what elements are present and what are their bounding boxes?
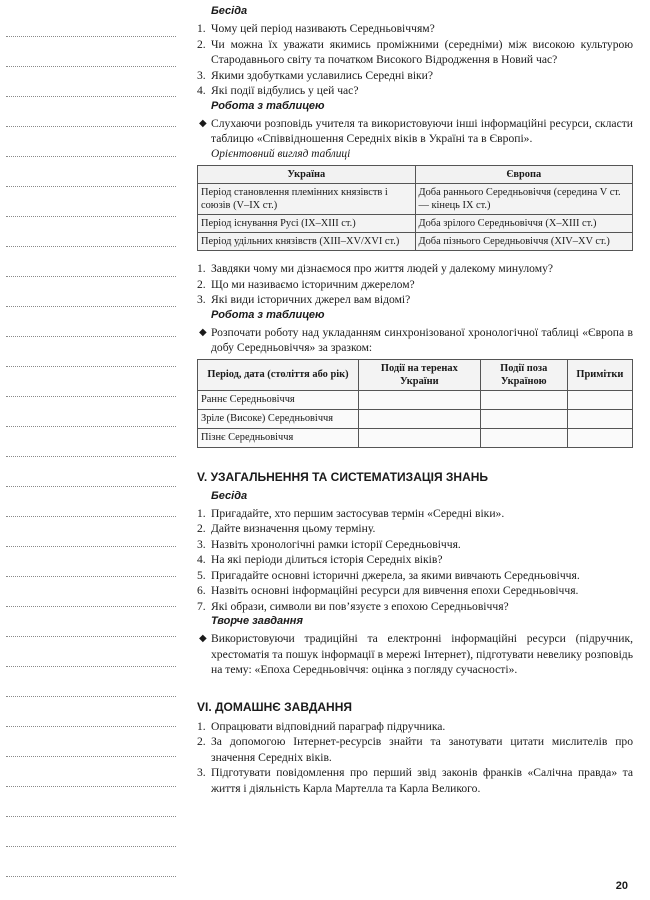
table-cell [480, 409, 567, 428]
margin-note-line [6, 786, 176, 787]
question-list [197, 506, 633, 615]
margin-note-line [6, 96, 176, 97]
table-cell [567, 409, 632, 428]
table-row [198, 390, 633, 409]
list-item: 4. На які періоди ділиться історія Середніх віків? [197, 553, 443, 566]
margin-note-line [6, 66, 176, 67]
list-item: 3. Назвіть хронологічні рамки історії Середньовіччя. [197, 537, 461, 551]
margin-note-line [6, 276, 176, 277]
subheading-conversation: Бесіда [211, 5, 248, 17]
margin-note-line [6, 876, 176, 877]
table-cell: Період існування Русі (IX–XIII ст.) [198, 215, 416, 233]
bullet-icon: ◆ [199, 633, 207, 644]
table-header: Події на теренах України [358, 359, 480, 390]
table-cell [567, 428, 632, 447]
page-number: 20 [615, 880, 628, 892]
table-row [198, 215, 633, 233]
margin-note-line [6, 756, 176, 757]
table-cell: Раннє Середньовіччя [198, 390, 359, 409]
margin-note-line [6, 246, 176, 247]
margin-note-line [6, 366, 176, 367]
margin-note-line [6, 36, 176, 37]
table-header: Період, дата (століття або рік) [198, 359, 359, 390]
list-item: 2. Дайте визначення цьому терміну. [197, 522, 376, 535]
margin-note-line [6, 726, 176, 727]
margin-note-line [6, 306, 176, 307]
table-cell: Доба зрілого Середньовіччя (X–XIII ст.) [415, 215, 633, 233]
list-item: 2. Що ми називаємо історичним джерелом? [197, 277, 415, 291]
subheading-conversation: Бесіда [211, 489, 248, 502]
list-item: 1. Пригадайте, хто першим застосував термін «Середні віки». [197, 506, 505, 520]
list-item: 1. Чому цей період називають Середньовіччям? [197, 22, 435, 35]
margin-note-line [6, 576, 176, 577]
margin-note-line [6, 636, 176, 637]
notes-margin [0, 0, 178, 900]
question-list [197, 261, 633, 308]
table-cell [567, 390, 632, 409]
list-item: 2. За допомогою Інтернет-ресурсів знайти та занотувати цитати мислителів про значення Середніх віків. [197, 735, 633, 764]
margin-note-line [6, 666, 176, 667]
ukraine-europe-table [197, 165, 633, 251]
margin-note-line [6, 606, 176, 607]
bullet-icon: ◆ [199, 117, 207, 129]
table-header: Європа [415, 166, 633, 184]
list-item: 4. Які події відбулись у цей час? [197, 84, 359, 97]
list-item: 1. Опрацювати відповідний параграф підручника. [197, 719, 446, 733]
table-header: Події поза Україною [480, 359, 567, 390]
table-cell: Доба пізнього Середньовіччя (XIV–XV ст.) [415, 233, 633, 251]
table-cell [480, 390, 567, 409]
list-item: 6. Назвіть основні інформаційні ресурси для вивчення епохи Середньовіччя. [197, 584, 579, 597]
list-item: 5. Пригадайте основні історичні джерела, за якими вивчають Середньовіччя. [197, 568, 580, 582]
table-header: Примітки [567, 359, 632, 390]
list-item: 1. Завдяки чому ми дізнаємося про життя людей у далекому минулому? [197, 262, 554, 275]
table-cell: Зріле (Високе) Середньовіччя [198, 409, 359, 428]
table-cell [480, 428, 567, 447]
table-cell [358, 390, 480, 409]
subheading-creative-task: Творче завдання [211, 615, 303, 627]
list-item: 7. Які образи, символи ви пов’язуєте з епохою Середньовіччя? [197, 599, 509, 613]
table-cell: Доба раннього Середньовіччя (середина V ст. — кінець IX ст.) [415, 184, 633, 215]
margin-note-line [6, 156, 176, 157]
bullet-item: ◆ Розпочати роботу над укладанням синхронізованої хронологічної таблиці «Європа в добу Середньовіччя» за зразком: [199, 325, 633, 354]
margin-note-line [6, 846, 176, 847]
section-title: VI. ДОМАШНЄ ЗАВДАННЯ [197, 699, 353, 714]
homework-list [197, 719, 633, 797]
table-row [198, 409, 633, 428]
list-item: 3. Якими здобутками уславились Середні віки? [197, 68, 434, 82]
table-note: Орієнтовний вигляд таблиці [211, 147, 351, 160]
margin-note-line [6, 186, 176, 187]
margin-note-line [6, 126, 176, 127]
bullet-item: ◆ Використовуючи традиційні та електронні інформаційні ресурси (підручник, хрестоматія та пошук інформації в мережі Інтернет), підготувати невелику розповідь на тему: «Епоха Середньовіччя: оцінка з погляду сучасності». [199, 632, 633, 676]
margin-note-line [6, 336, 176, 337]
margin-note-line [6, 426, 176, 427]
list-item: 3. Які види історичних джерел вам відомі? [197, 293, 411, 306]
table-cell: Період удільних князівств (XIII–XV/XVI ст.) [198, 233, 416, 251]
table-header: Україна [198, 166, 416, 184]
margin-note-line [6, 396, 176, 397]
subheading-table-work: Робота з таблицею [211, 99, 325, 112]
margin-note-line [6, 696, 176, 697]
list-item: 2. Чи можна їх уважати якимись проміжними (середніми) між високою культурою Стародавнього світу та початком Високого Відродження в Новий час? [197, 37, 633, 66]
table-cell [358, 409, 480, 428]
margin-note-line [6, 456, 176, 457]
table-row [198, 184, 633, 215]
chronology-table [197, 359, 633, 448]
page-content [197, 4, 633, 796]
table-cell: Пізнє Середньовіччя [198, 428, 359, 447]
table-row [198, 428, 633, 447]
bullet-item: ◆ Слухаючи розповідь учителя та використовуючи інші інформаційні ресурси, скласти таблицю «Співвідношення Середніх віків в Україні та в Європі». [199, 116, 633, 145]
margin-note-line [6, 486, 176, 487]
margin-note-line [6, 216, 176, 217]
margin-note-line [6, 516, 176, 517]
table-row [198, 233, 633, 251]
subheading-table-work: Робота з таблицею [211, 308, 325, 321]
bullet-icon: ◆ [199, 326, 207, 338]
margin-note-line [6, 816, 176, 817]
margin-note-line [6, 546, 176, 547]
table-cell: Період становлення племінних князівств і союзів (V–IX ст.) [198, 184, 416, 215]
section-title: V. УЗАГАЛЬНЕННЯ ТА СИСТЕМАТИЗАЦІЯ ЗНАНЬ [197, 469, 489, 484]
list-item: 3. Підготувати повідомлення про перший звід законів франків «Салічна правда» та життя і діяльність Карла Мартелла та Карла Великого. [197, 766, 633, 795]
question-list [197, 21, 633, 99]
table-cell [358, 428, 480, 447]
